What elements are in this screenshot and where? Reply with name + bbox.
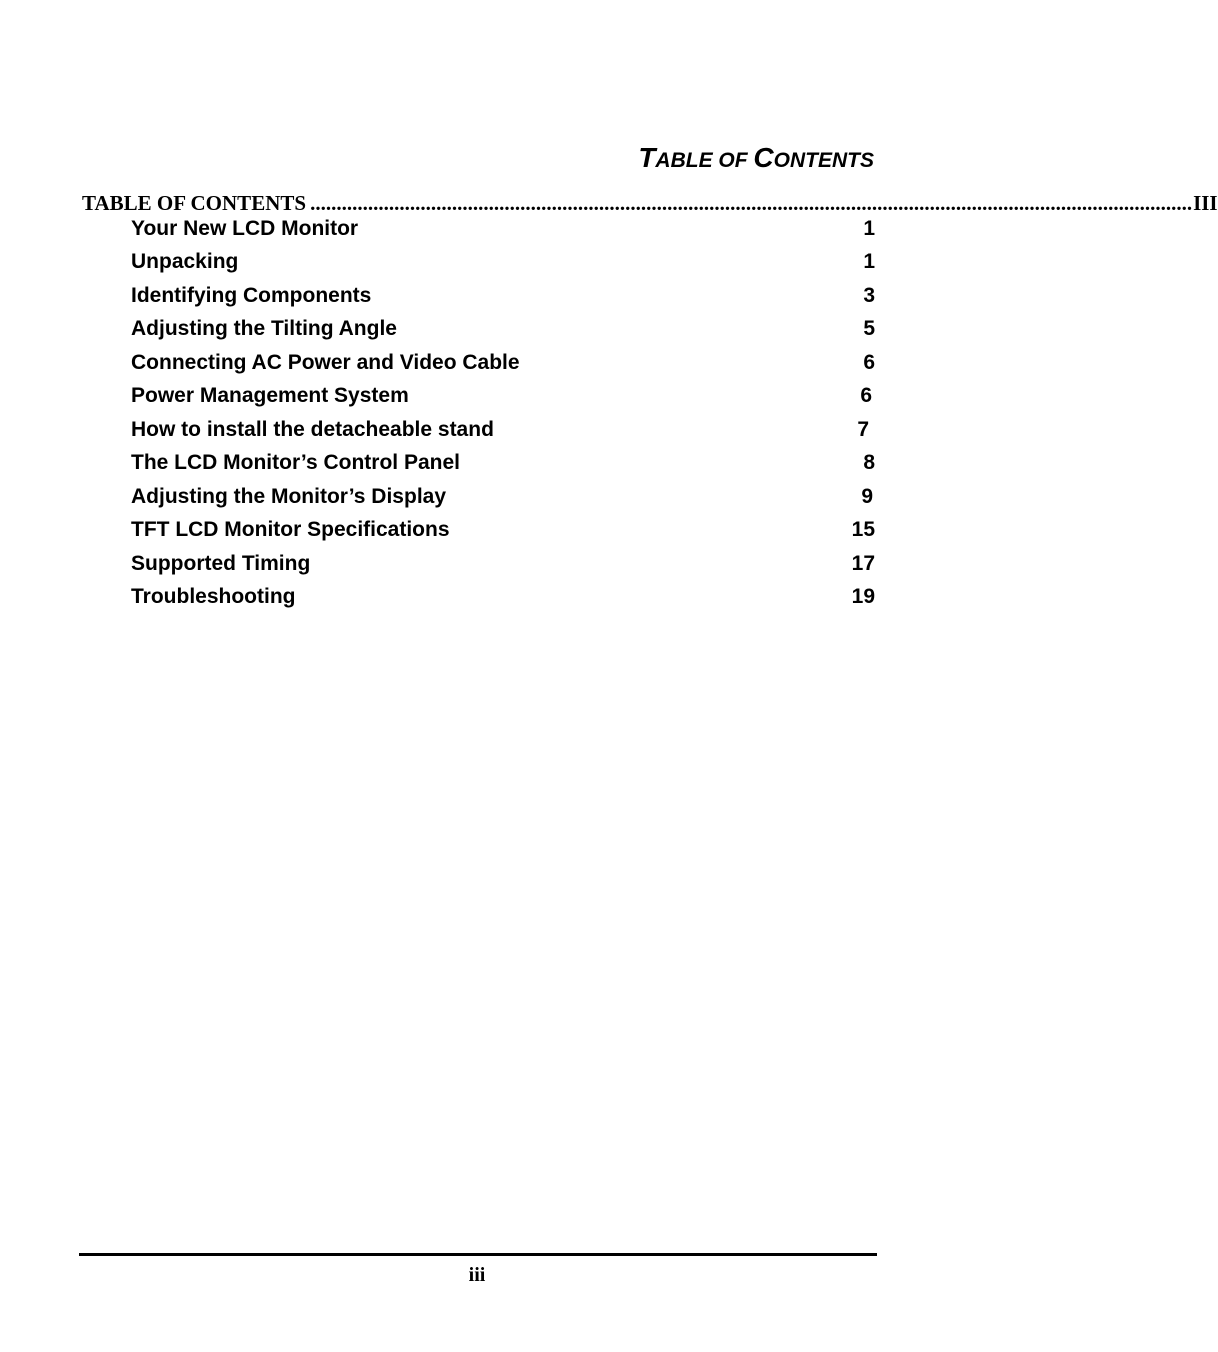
toc-list [131,212,875,614]
toc-item[interactable] [131,581,875,615]
toc-item-page: 9 [861,484,873,508]
footer-page-number: iii [468,1264,486,1286]
toc-item[interactable] [131,212,875,246]
page-title: TABLE OF CONTENTS [638,142,874,173]
toc-item-page: 1 [863,216,875,240]
toc-item-title: Adjusting the Monitor’s Display [131,484,447,508]
toc-item[interactable] [131,380,875,414]
toc-item-title: The LCD Monitor’s Control Panel [131,451,460,475]
toc-item-title: How to install the detacheable stand [131,417,494,441]
toc-item-title: Troubleshooting [131,585,296,609]
toc-item[interactable] [131,279,875,313]
toc-item[interactable] [131,480,875,514]
toc-item[interactable] [131,547,875,581]
toc-item-page: 8 [863,451,875,475]
toc-item-page: 6 [860,384,872,408]
toc-item-title: Adjusting the Tilting Angle [131,317,397,341]
toc-item-title: Identifying Components [131,283,372,307]
toc-item-title: Your New LCD Monitor [131,216,359,240]
toc-main-page: III [1193,191,1218,215]
toc-item-title: Power Management System [131,384,409,408]
toc-item[interactable] [131,413,875,447]
toc-item-page: 19 [851,585,875,609]
toc-item[interactable] [131,246,875,280]
toc-leader-dots: ........................................................................................................................................................................ [310,191,1193,215]
footer-divider [79,1253,877,1256]
toc-item[interactable] [131,313,875,347]
toc-item-title: Unpacking [131,250,239,274]
toc-item-title: Supported Timing [131,551,311,575]
toc-item-title: TFT LCD Monitor Specifications [131,518,450,542]
toc-item-page: 17 [851,551,875,575]
toc-item[interactable] [131,514,875,548]
toc-main-label: TABLE OF CONTENTS [82,191,307,215]
toc-item-page: 1 [863,250,875,274]
toc-item-title: Connecting AC Power and Video Cable [131,350,520,374]
toc-item-page: 3 [863,283,875,307]
toc-item[interactable] [131,447,875,481]
toc-item[interactable] [131,346,875,380]
toc-item-page: 5 [863,317,875,341]
toc-item-page: 6 [863,350,875,374]
toc-item-page: 7 [857,417,869,441]
toc-item-page: 15 [851,518,875,542]
